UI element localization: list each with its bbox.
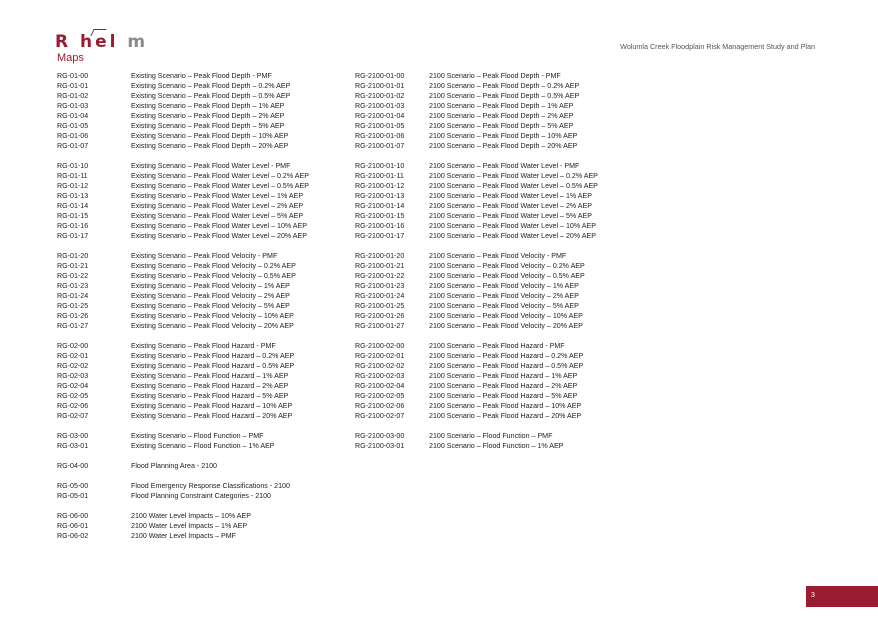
future-map-title: 2100 Scenario – Peak Flood Water Level – 1% AEP bbox=[429, 192, 592, 200]
future-map-title: 2100 Scenario – Peak Flood Hazard – 10% AEP bbox=[429, 402, 582, 410]
future-map-title: 2100 Scenario – Peak Flood Depth – 0.2% AEP bbox=[429, 82, 580, 90]
future-map-title: 2100 Scenario – Peak Flood Velocity – 5% AEP bbox=[429, 302, 579, 310]
future-map-id: RG-2100-01-17 bbox=[355, 232, 405, 240]
future-map-id: RG-2100-01-26 bbox=[355, 312, 405, 320]
existing-map-id: RG-02-04 bbox=[57, 382, 89, 390]
future-map-id: RG-2100-02-01 bbox=[355, 352, 405, 360]
future-map-title: 2100 Scenario – Peak Flood Depth – 2% AEP bbox=[429, 112, 574, 120]
existing-map-title: Flood Planning Area - 2100 bbox=[131, 462, 217, 470]
existing-map-id: RG-01-15 bbox=[57, 212, 89, 220]
existing-map-title: Flood Planning Constraint Categories - 2100 bbox=[131, 492, 271, 500]
existing-map-title: Existing Scenario – Peak Flood Depth – 1% AEP bbox=[131, 102, 285, 110]
existing-map-id: RG-01-23 bbox=[57, 282, 89, 290]
future-map-id: RG-2100-01-27 bbox=[355, 322, 405, 330]
future-map-title: 2100 Scenario – Peak Flood Depth – 20% AEP bbox=[429, 142, 578, 150]
page-number: 3 bbox=[811, 592, 815, 599]
existing-map-title: Flood Emergency Response Classifications - 2100 bbox=[131, 482, 290, 490]
existing-map-title: Existing Scenario – Peak Flood Velocity – 10% AEP bbox=[131, 312, 294, 320]
future-map-title: 2100 Scenario – Peak Flood Depth – 10% AEP bbox=[429, 132, 578, 140]
future-map-id: RG-2100-01-05 bbox=[355, 122, 405, 130]
existing-map-id: RG-01-16 bbox=[57, 222, 89, 230]
future-map-title: 2100 Scenario – Peak Flood Velocity – 10% AEP bbox=[429, 312, 583, 320]
future-map-title: 2100 Scenario – Peak Flood Velocity – 20% AEP bbox=[429, 322, 583, 330]
future-map-title: 2100 Scenario – Peak Flood Hazard – 1% AEP bbox=[429, 372, 578, 380]
future-map-title: 2100 Scenario – Flood Function – 1% AEP bbox=[429, 442, 564, 450]
existing-map-title: Existing Scenario – Peak Flood Hazard – 10% AEP bbox=[131, 402, 293, 410]
future-map-title: 2100 Scenario – Peak Flood Water Level – 10% AEP bbox=[429, 222, 596, 230]
existing-map-id: RG-01-03 bbox=[57, 102, 89, 110]
existing-map-id: RG-01-22 bbox=[57, 272, 89, 280]
existing-map-title: Existing Scenario – Peak Flood Depth – 5% AEP bbox=[131, 122, 285, 130]
future-map-id: RG-2100-02-03 bbox=[355, 372, 405, 380]
existing-map-id: RG-06-02 bbox=[57, 532, 89, 540]
future-map-title: 2100 Scenario – Peak Flood Velocity – 2% AEP bbox=[429, 292, 579, 300]
future-map-title: 2100 Scenario – Peak Flood Water Level – 2% AEP bbox=[429, 202, 592, 210]
future-map-title: 2100 Scenario – Peak Flood Water Level - PMF bbox=[429, 162, 580, 170]
existing-map-id: RG-01-24 bbox=[57, 292, 89, 300]
existing-map-id: RG-01-00 bbox=[57, 72, 89, 80]
future-map-title: 2100 Scenario – Peak Flood Depth – 5% AEP bbox=[429, 122, 574, 130]
future-map-title: 2100 Scenario – Flood Function – PMF bbox=[429, 432, 553, 440]
existing-map-id: RG-01-21 bbox=[57, 262, 89, 270]
existing-map-title: Existing Scenario – Peak Flood Depth - PMF bbox=[131, 72, 272, 80]
future-map-id: RG-2100-01-00 bbox=[355, 72, 405, 80]
future-map-title: 2100 Scenario – Peak Flood Hazard – 5% AEP bbox=[429, 392, 578, 400]
future-map-title: 2100 Scenario – Peak Flood Hazard – 0.2% AEP bbox=[429, 352, 584, 360]
future-map-id: RG-2100-01-12 bbox=[355, 182, 405, 190]
existing-map-title: Existing Scenario – Peak Flood Depth – 0.5% AEP bbox=[131, 92, 291, 100]
existing-map-title: Existing Scenario – Peak Flood Water Level – 0.2% AEP bbox=[131, 172, 309, 180]
existing-map-title: Existing Scenario – Peak Flood Velocity – 0.2% AEP bbox=[131, 262, 296, 270]
existing-map-id: RG-01-07 bbox=[57, 142, 89, 150]
existing-map-title: Existing Scenario – Peak Flood Hazard - PMF bbox=[131, 342, 276, 350]
existing-map-id: RG-01-27 bbox=[57, 322, 89, 330]
future-map-id: RG-2100-02-00 bbox=[355, 342, 405, 350]
section-title: Maps bbox=[57, 52, 84, 64]
existing-map-id: RG-05-00 bbox=[57, 482, 89, 490]
existing-map-id: RG-02-00 bbox=[57, 342, 89, 350]
existing-map-id: RG-01-26 bbox=[57, 312, 89, 320]
future-map-title: 2100 Scenario – Peak Flood Water Level – 0.5% AEP bbox=[429, 182, 598, 190]
existing-map-id: RG-04-00 bbox=[57, 462, 89, 470]
future-map-id: RG-2100-01-01 bbox=[355, 82, 405, 90]
existing-map-id: RG-01-20 bbox=[57, 252, 89, 260]
existing-map-title: 2100 Water Level Impacts – 10% AEP bbox=[131, 512, 252, 520]
existing-map-id: RG-01-01 bbox=[57, 82, 89, 90]
future-map-id: RG-2100-01-02 bbox=[355, 92, 405, 100]
future-map-id: RG-2100-01-07 bbox=[355, 142, 405, 150]
existing-map-title: Existing Scenario – Peak Flood Velocity – 1% AEP bbox=[131, 282, 290, 290]
existing-map-id: RG-01-14 bbox=[57, 202, 89, 210]
future-map-id: RG-2100-01-04 bbox=[355, 112, 405, 120]
existing-map-title: Existing Scenario – Peak Flood Water Level – 0.5% AEP bbox=[131, 182, 309, 190]
existing-map-title: Existing Scenario – Peak Flood Velocity - PMF bbox=[131, 252, 278, 260]
future-map-title: 2100 Scenario – Peak Flood Velocity – 0.5% AEP bbox=[429, 272, 585, 280]
existing-map-title: Existing Scenario – Peak Flood Velocity – 5% AEP bbox=[131, 302, 290, 310]
document-title: Wolumla Creek Floodplain Risk Management Study and Plan bbox=[620, 42, 815, 51]
future-map-title: 2100 Scenario – Peak Flood Depth – 1% AEP bbox=[429, 102, 574, 110]
existing-map-id: RG-03-00 bbox=[57, 432, 89, 440]
future-map-title: 2100 Scenario – Peak Flood Velocity – 0.2% AEP bbox=[429, 262, 585, 270]
existing-map-title: Existing Scenario – Peak Flood Velocity – 0.5% AEP bbox=[131, 272, 296, 280]
existing-map-title: Existing Scenario – Peak Flood Hazard – 0.5% AEP bbox=[131, 362, 295, 370]
existing-map-id: RG-01-06 bbox=[57, 132, 89, 140]
future-map-id: RG-2100-01-20 bbox=[355, 252, 405, 260]
future-map-id: RG-2100-01-21 bbox=[355, 262, 405, 270]
roof-icon: e bbox=[95, 34, 110, 51]
existing-map-title: Existing Scenario – Peak Flood Hazard – 5% AEP bbox=[131, 392, 289, 400]
existing-map-title: Existing Scenario – Flood Function – 1% AEP bbox=[131, 442, 275, 450]
future-map-id: RG-2100-01-14 bbox=[355, 202, 405, 210]
existing-map-title: Existing Scenario – Peak Flood Water Level – 2% AEP bbox=[131, 202, 304, 210]
existing-map-id: RG-02-07 bbox=[57, 412, 89, 420]
future-map-id: RG-2100-02-02 bbox=[355, 362, 405, 370]
existing-map-title: Existing Scenario – Peak Flood Hazard – 1% AEP bbox=[131, 372, 289, 380]
future-map-id: RG-2100-02-07 bbox=[355, 412, 405, 420]
future-map-title: 2100 Scenario – Peak Flood Hazard – 20% AEP bbox=[429, 412, 582, 420]
existing-map-title: Existing Scenario – Flood Function – PMF bbox=[131, 432, 264, 440]
future-map-id: RG-2100-01-24 bbox=[355, 292, 405, 300]
future-map-id: RG-2100-01-16 bbox=[355, 222, 405, 230]
existing-map-title: Existing Scenario – Peak Flood Depth – 0.2% AEP bbox=[131, 82, 291, 90]
existing-map-title: Existing Scenario – Peak Flood Depth – 20% AEP bbox=[131, 142, 289, 150]
future-map-title: 2100 Scenario – Peak Flood Hazard - PMF bbox=[429, 342, 565, 350]
future-map-title: 2100 Scenario – Peak Flood Depth – 0.5% AEP bbox=[429, 92, 580, 100]
future-map-id: RG-2100-01-13 bbox=[355, 192, 405, 200]
existing-map-id: RG-01-04 bbox=[57, 112, 89, 120]
existing-map-title: Existing Scenario – Peak Flood Water Level - PMF bbox=[131, 162, 291, 170]
existing-map-id: RG-01-12 bbox=[57, 182, 89, 190]
existing-map-id: RG-01-10 bbox=[57, 162, 89, 170]
existing-map-title: Existing Scenario – Peak Flood Velocity – 20% AEP bbox=[131, 322, 294, 330]
existing-map-id: RG-02-05 bbox=[57, 392, 89, 400]
existing-map-id: RG-02-06 bbox=[57, 402, 89, 410]
future-map-title: 2100 Scenario – Peak Flood Velocity – 1% AEP bbox=[429, 282, 579, 290]
existing-map-id: RG-02-02 bbox=[57, 362, 89, 370]
existing-map-title: Existing Scenario – Peak Flood Hazard – 20% AEP bbox=[131, 412, 293, 420]
page-number-badge bbox=[806, 586, 878, 607]
existing-map-id: RG-06-00 bbox=[57, 512, 89, 520]
future-map-id: RG-2100-01-23 bbox=[355, 282, 405, 290]
existing-map-title: Existing Scenario – Peak Flood Water Level – 5% AEP bbox=[131, 212, 304, 220]
future-map-title: 2100 Scenario – Peak Flood Hazard – 0.5% AEP bbox=[429, 362, 584, 370]
future-map-title: 2100 Scenario – Peak Flood Water Level – 20% AEP bbox=[429, 232, 596, 240]
future-map-id: RG-2100-01-22 bbox=[355, 272, 405, 280]
existing-map-title: Existing Scenario – Peak Flood Depth – 2% AEP bbox=[131, 112, 285, 120]
existing-map-id: RG-01-17 bbox=[57, 232, 89, 240]
future-map-title: 2100 Scenario – Peak Flood Hazard – 2% AEP bbox=[429, 382, 578, 390]
existing-map-id: RG-02-03 bbox=[57, 372, 89, 380]
existing-map-id: RG-06-01 bbox=[57, 522, 89, 530]
future-map-id: RG-2100-02-05 bbox=[355, 392, 405, 400]
future-map-id: RG-2100-02-06 bbox=[355, 402, 405, 410]
future-map-title: 2100 Scenario – Peak Flood Water Level – 0.2% AEP bbox=[429, 172, 598, 180]
existing-map-title: Existing Scenario – Peak Flood Hazard – 0.2% AEP bbox=[131, 352, 295, 360]
future-map-id: RG-2100-03-00 bbox=[355, 432, 405, 440]
existing-map-title: Existing Scenario – Peak Flood Depth – 10% AEP bbox=[131, 132, 289, 140]
existing-map-id: RG-01-13 bbox=[57, 192, 89, 200]
existing-map-id: RG-02-01 bbox=[57, 352, 89, 360]
rhelm-logo: R h el m bbox=[55, 34, 148, 51]
existing-map-id: RG-03-01 bbox=[57, 442, 89, 450]
existing-map-id: RG-01-05 bbox=[57, 122, 89, 130]
existing-map-id: RG-01-02 bbox=[57, 92, 89, 100]
future-map-id: RG-2100-01-11 bbox=[355, 172, 404, 180]
existing-map-title: 2100 Water Level Impacts – 1% AEP bbox=[131, 522, 248, 530]
existing-map-title: Existing Scenario – Peak Flood Velocity – 2% AEP bbox=[131, 292, 290, 300]
existing-map-title: Existing Scenario – Peak Flood Water Level – 1% AEP bbox=[131, 192, 304, 200]
future-map-id: RG-2100-01-03 bbox=[355, 102, 405, 110]
future-map-id: RG-2100-03-01 bbox=[355, 442, 405, 450]
existing-map-id: RG-01-25 bbox=[57, 302, 89, 310]
existing-map-title: Existing Scenario – Peak Flood Hazard – 2% AEP bbox=[131, 382, 289, 390]
future-map-id: RG-2100-02-04 bbox=[355, 382, 405, 390]
future-map-id: RG-2100-01-06 bbox=[355, 132, 405, 140]
existing-map-title: 2100 Water Level Impacts – PMF bbox=[131, 532, 237, 540]
existing-map-id: RG-01-11 bbox=[57, 172, 88, 180]
future-map-title: 2100 Scenario – Peak Flood Velocity - PMF bbox=[429, 252, 567, 260]
existing-map-title: Existing Scenario – Peak Flood Water Level – 10% AEP bbox=[131, 222, 307, 230]
future-map-title: 2100 Scenario – Peak Flood Depth - PMF bbox=[429, 72, 561, 80]
future-map-title: 2100 Scenario – Peak Flood Water Level – 5% AEP bbox=[429, 212, 592, 220]
future-map-id: RG-2100-01-15 bbox=[355, 212, 405, 220]
future-map-id: RG-2100-01-10 bbox=[355, 162, 405, 170]
existing-map-title: Existing Scenario – Peak Flood Water Level – 20% AEP bbox=[131, 232, 307, 240]
future-map-id: RG-2100-01-25 bbox=[355, 302, 405, 310]
existing-map-id: RG-05-01 bbox=[57, 492, 89, 500]
